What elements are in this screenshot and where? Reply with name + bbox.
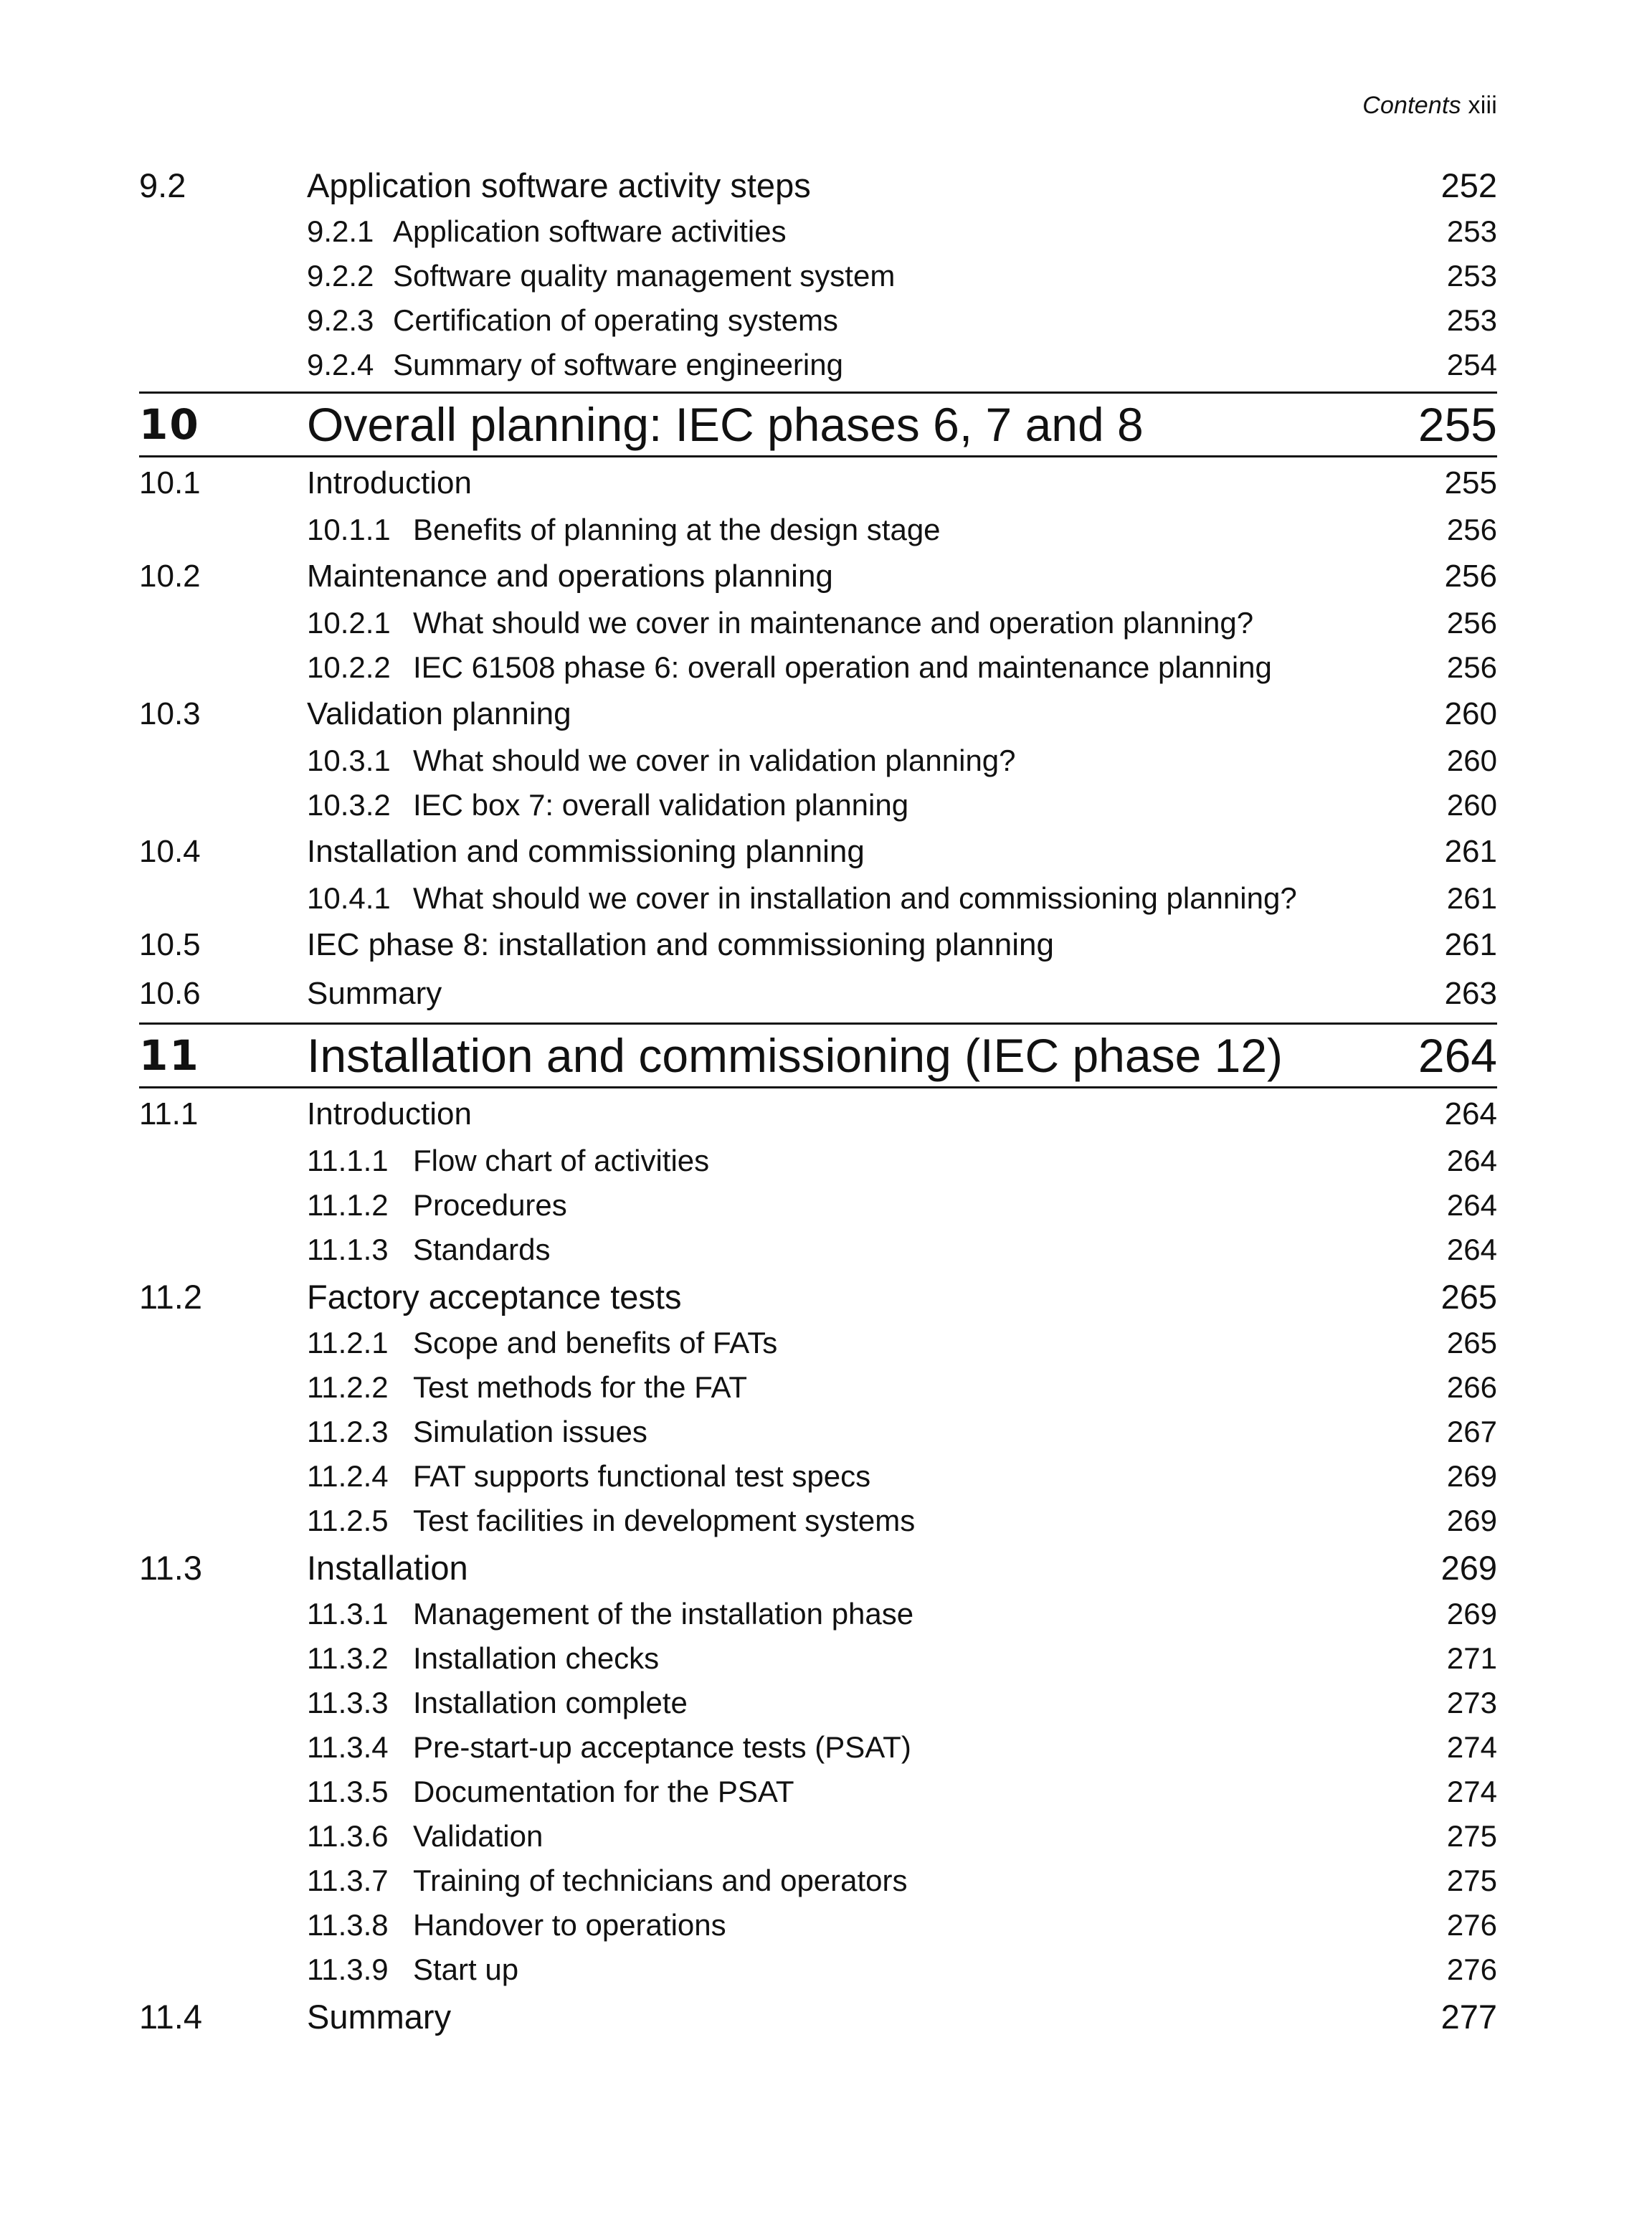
toc-entry-title-wrap (139, 1188, 1397, 1223)
toc-subsection-row (139, 1321, 1497, 1365)
toc-entry-title: Validation planning (307, 696, 571, 731)
toc-entry-title-wrap (139, 214, 1397, 249)
toc-entry-title: Pre-start-up acceptance tests (PSAT) (413, 1730, 911, 1764)
toc-subentry-number: 10.3.1 (307, 744, 391, 777)
toc-entry-number: 10.6 (139, 976, 201, 1011)
toc-entry-title: Handover to operations (413, 1908, 726, 1942)
toc-subentry-number: 9.2.3 (307, 303, 374, 337)
toc-entry-title-wrap (139, 259, 1397, 293)
toc-entry-page: 260 (1446, 744, 1497, 777)
toc-entry-number: 10 (139, 400, 200, 449)
toc-subentry-number: 11.3.4 (307, 1730, 389, 1764)
toc-entry-number: 11.2 (139, 1277, 202, 1316)
toc-subsection-row (139, 1228, 1497, 1272)
toc-subsection-row (139, 343, 1497, 387)
toc-subsection-row (139, 1947, 1497, 1992)
toc-entry-title: Application software activities (393, 214, 787, 248)
toc-entry-title: Installation and commissioning planning (307, 834, 865, 869)
toc-entry-title: Introduction (307, 465, 472, 500)
toc-entry-number: 10.5 (139, 927, 201, 962)
toc-entry-title-wrap (139, 881, 1397, 916)
toc-entry-title: Overall planning: IEC phases 6, 7 and 8 (307, 398, 1144, 451)
toc-entry-title-wrap (307, 559, 1397, 594)
toc-subentry-number: 9.2.1 (307, 214, 374, 248)
toc-entry-title-wrap (139, 1952, 1397, 1987)
toc-entry-title: Factory acceptance tests (307, 1277, 682, 1316)
toc-entry-page: 256 (1444, 559, 1497, 594)
toc-entry-page: 255 (1444, 465, 1497, 500)
toc-subentry-number: 11.2.3 (307, 1415, 389, 1448)
toc-entry-title-wrap (139, 1686, 1397, 1720)
toc-entry-title-wrap (139, 1233, 1397, 1267)
toc-entry-number: 11.1 (139, 1096, 199, 1131)
toc-entry-title-wrap (139, 1415, 1397, 1449)
toc-subsection-row (139, 1725, 1497, 1770)
toc-entry-title-wrap (307, 696, 1397, 732)
toc-subentry-number: 11.2.2 (307, 1370, 389, 1404)
toc-section-row (139, 690, 1497, 739)
toc-subsection-row (139, 601, 1497, 645)
toc-entry-title: Management of the installation phase (413, 1597, 914, 1631)
toc-entry-title: Installation checks (413, 1641, 660, 1675)
toc-entry-number: 10.4 (139, 834, 201, 869)
toc-entry-title: Documentation for the PSAT (413, 1775, 794, 1808)
toc-entry-title: Flow chart of activities (413, 1144, 710, 1177)
running-header (1362, 92, 1497, 120)
toc-entry-title: Test facilities in development systems (413, 1504, 916, 1537)
toc-entry-title-wrap (139, 1370, 1397, 1405)
toc-entry-number: 10.1 (139, 465, 201, 500)
toc-entry-title: Summary of software engineering (393, 348, 843, 381)
toc-entry-title: Installation (307, 1548, 468, 1587)
toc-entry-title-wrap (307, 1997, 1397, 2036)
running-header-label: Contents (1362, 92, 1461, 119)
toc-subsection-row (139, 508, 1497, 552)
toc-entry-title-wrap (139, 1326, 1397, 1360)
toc-entry-page: 264 (1446, 1144, 1497, 1177)
toc-entry-page: 274 (1446, 1775, 1497, 1808)
toc-entry-page: 275 (1446, 1819, 1497, 1853)
toc-entry-title: Installation and commissioning (IEC phase 12) (307, 1029, 1283, 1082)
toc-entry-title-wrap (139, 606, 1397, 640)
toc-entry-title-wrap (139, 788, 1397, 822)
toc-entry-title: What should we cover in maintenance and operation planning? (413, 606, 1254, 640)
toc-subentry-number: 11.1.2 (307, 1188, 389, 1222)
toc-section-row (139, 1992, 1497, 2041)
toc-entry-title-wrap (307, 976, 1397, 1012)
toc-section-row (139, 1090, 1497, 1139)
toc-entry-page: 274 (1446, 1730, 1497, 1764)
toc-subsection-row (139, 1410, 1497, 1454)
toc-entry-page: 253 (1446, 214, 1497, 248)
toc-entry-title: Application software activity steps (307, 166, 811, 204)
toc-entry-title-wrap (307, 1548, 1397, 1588)
toc-entry-page: 253 (1446, 259, 1497, 293)
toc-entry-page: 265 (1446, 1326, 1497, 1359)
table-of-contents (139, 161, 1497, 2041)
toc-entry-title-wrap (139, 513, 1397, 547)
toc-subsection-row (139, 1814, 1497, 1859)
toc-entry-number: 10.2 (139, 559, 201, 594)
toc-entry-title: Maintenance and operations planning (307, 559, 833, 594)
toc-entry-page: 261 (1444, 927, 1497, 962)
toc-subsection-row (139, 1592, 1497, 1636)
toc-subsection-row (139, 876, 1497, 921)
toc-entry-title-wrap (139, 1459, 1397, 1494)
toc-section-row (139, 921, 1497, 969)
toc-entry-page: 269 (1446, 1459, 1497, 1493)
toc-entry-page: 264 (1446, 1188, 1497, 1222)
toc-entry-title: Installation complete (413, 1686, 688, 1719)
toc-subsection-row (139, 783, 1497, 827)
toc-subsection-row (139, 1681, 1497, 1725)
toc-entry-title: Summary (307, 1997, 452, 2036)
toc-entry-title: Scope and benefits of FATs (413, 1326, 778, 1359)
toc-chapter-row (139, 1022, 1497, 1088)
toc-subsection-row (139, 1903, 1497, 1947)
toc-subsection-row (139, 1636, 1497, 1681)
toc-entry-title: Software quality management system (393, 259, 896, 293)
toc-subentry-number: 11.3.6 (307, 1819, 389, 1853)
toc-entry-title-wrap (139, 1775, 1397, 1809)
toc-subsection-row (139, 1365, 1497, 1410)
toc-subentry-number: 10.2.2 (307, 650, 391, 684)
toc-subsection-row (139, 1770, 1497, 1814)
toc-entry-title: Standards (413, 1233, 551, 1266)
toc-entry-page: 264 (1446, 1233, 1497, 1266)
toc-entry-title: Introduction (307, 1096, 472, 1131)
toc-entry-title-wrap (139, 1641, 1397, 1676)
toc-entry-page: 260 (1444, 696, 1497, 731)
toc-entry-title-wrap (307, 1096, 1397, 1132)
toc-entry-page: 276 (1446, 1908, 1497, 1942)
toc-entry-title: Simulation issues (413, 1415, 647, 1448)
toc-entry-page: 269 (1446, 1597, 1497, 1631)
toc-entry-title: Procedures (413, 1188, 567, 1222)
toc-entry-title-wrap (307, 1277, 1397, 1316)
toc-entry-page: 273 (1446, 1686, 1497, 1719)
toc-entry-title-wrap (139, 303, 1397, 338)
toc-entry-title: IEC box 7: overall validation planning (413, 788, 909, 822)
toc-entry-page: 267 (1446, 1415, 1497, 1448)
toc-subsection-row (139, 1859, 1497, 1903)
toc-entry-title: Certification of operating systems (393, 303, 838, 337)
toc-entry-title: What should we cover in validation planning? (413, 744, 1016, 777)
toc-entry-number: 11.4 (139, 1997, 202, 2036)
toc-entry-title: Test methods for the FAT (413, 1370, 748, 1404)
toc-subentry-number: 11.3.9 (307, 1952, 389, 1986)
toc-subsection-row (139, 1499, 1497, 1543)
toc-entry-title-wrap (139, 1597, 1397, 1631)
toc-section-row (139, 161, 1497, 209)
toc-subsection-row (139, 298, 1497, 343)
toc-entry-title: IEC 61508 phase 6: overall operation and maintenance planning (413, 650, 1272, 684)
toc-subentry-number: 11.1.3 (307, 1233, 389, 1266)
toc-subsection-row (139, 254, 1497, 298)
toc-subentry-number: 11.3.7 (307, 1864, 389, 1897)
toc-entry-page: 256 (1446, 606, 1497, 640)
toc-entry-title: Benefits of planning at the design stage (413, 513, 941, 546)
toc-subsection-row (139, 209, 1497, 254)
toc-entry-page: 277 (1440, 1997, 1497, 2036)
toc-subentry-number: 11.3.2 (307, 1641, 389, 1675)
toc-entry-page: 252 (1440, 166, 1497, 204)
toc-entry-page: 254 (1446, 348, 1497, 381)
toc-section-row (139, 459, 1497, 508)
toc-entry-page: 265 (1440, 1277, 1497, 1316)
toc-subsection-row (139, 1454, 1497, 1499)
toc-entry-page: 253 (1446, 303, 1497, 337)
toc-entry-number: 11 (139, 1031, 200, 1080)
toc-entry-page: 269 (1440, 1548, 1497, 1587)
toc-entry-page: 266 (1446, 1370, 1497, 1404)
toc-entry-title-wrap (139, 650, 1397, 685)
toc-entry-title-wrap (307, 465, 1397, 501)
toc-entry-title: Summary (307, 976, 442, 1011)
toc-subentry-number: 11.2.4 (307, 1459, 389, 1493)
toc-section-row (139, 1272, 1497, 1321)
toc-entry-title-wrap (139, 1730, 1397, 1765)
toc-entry-title: FAT supports functional test specs (413, 1459, 871, 1493)
toc-subentry-number: 11.3.8 (307, 1908, 389, 1942)
toc-entry-page: 275 (1446, 1864, 1497, 1897)
toc-entry-page: 263 (1444, 976, 1497, 1011)
toc-entry-title: Training of technicians and operators (413, 1864, 908, 1897)
toc-subentry-number: 11.2.5 (307, 1504, 389, 1537)
toc-entry-title-wrap (307, 1028, 1397, 1083)
toc-subentry-number: 9.2.2 (307, 259, 374, 293)
toc-entry-page: 255 (1418, 398, 1497, 451)
toc-entry-title-wrap (139, 1819, 1397, 1854)
toc-section-row (139, 552, 1497, 601)
toc-entry-title: IEC phase 8: installation and commissioning planning (307, 927, 1054, 962)
toc-entry-title: Start up (413, 1952, 519, 1986)
toc-section-row (139, 969, 1497, 1018)
toc-entry-title-wrap (307, 397, 1397, 452)
toc-entry-title-wrap (307, 834, 1397, 870)
toc-subentry-number: 10.1.1 (307, 513, 391, 546)
running-header-page-number: xiii (1468, 92, 1497, 119)
toc-subentry-number: 10.2.1 (307, 606, 391, 640)
toc-entry-title-wrap (307, 166, 1397, 205)
toc-entry-number: 9.2 (139, 166, 186, 204)
toc-subentry-number: 10.4.1 (307, 881, 391, 915)
toc-subsection-row (139, 1139, 1497, 1183)
toc-entry-page: 264 (1444, 1096, 1497, 1131)
toc-entry-title-wrap (139, 348, 1397, 382)
toc-entry-page: 269 (1446, 1504, 1497, 1537)
toc-subentry-number: 11.2.1 (307, 1326, 389, 1359)
toc-section-row (139, 827, 1497, 876)
toc-section-row (139, 1543, 1497, 1592)
toc-entry-page: 261 (1444, 834, 1497, 869)
toc-entry-page: 264 (1418, 1029, 1497, 1082)
toc-entry-title-wrap (139, 1504, 1397, 1538)
toc-subsection-row (139, 645, 1497, 690)
toc-entry-title-wrap (139, 1864, 1397, 1898)
toc-entry-page: 261 (1446, 881, 1497, 915)
toc-entry-page: 276 (1446, 1952, 1497, 1986)
toc-entry-title-wrap (307, 927, 1397, 963)
toc-entry-title: Validation (413, 1819, 543, 1853)
toc-subsection-row (139, 739, 1497, 783)
toc-subentry-number: 9.2.4 (307, 348, 374, 381)
toc-subentry-number: 11.1.1 (307, 1144, 389, 1177)
toc-entry-title-wrap (139, 1908, 1397, 1942)
toc-subentry-number: 10.3.2 (307, 788, 391, 822)
toc-entry-page: 256 (1446, 513, 1497, 546)
toc-subsection-row (139, 1183, 1497, 1228)
toc-entry-number: 10.3 (139, 696, 201, 731)
toc-entry-title-wrap (139, 744, 1397, 778)
toc-entry-page: 271 (1446, 1641, 1497, 1675)
toc-subentry-number: 11.3.1 (307, 1597, 389, 1631)
toc-entry-page: 256 (1446, 650, 1497, 684)
toc-subentry-number: 11.3.3 (307, 1686, 389, 1719)
toc-subentry-number: 11.3.5 (307, 1775, 389, 1808)
toc-entry-page: 260 (1446, 788, 1497, 822)
toc-chapter-row (139, 392, 1497, 457)
toc-entry-number: 11.3 (139, 1548, 202, 1587)
toc-entry-title: What should we cover in installation and commissioning planning? (413, 881, 1297, 915)
toc-entry-title-wrap (139, 1144, 1397, 1178)
